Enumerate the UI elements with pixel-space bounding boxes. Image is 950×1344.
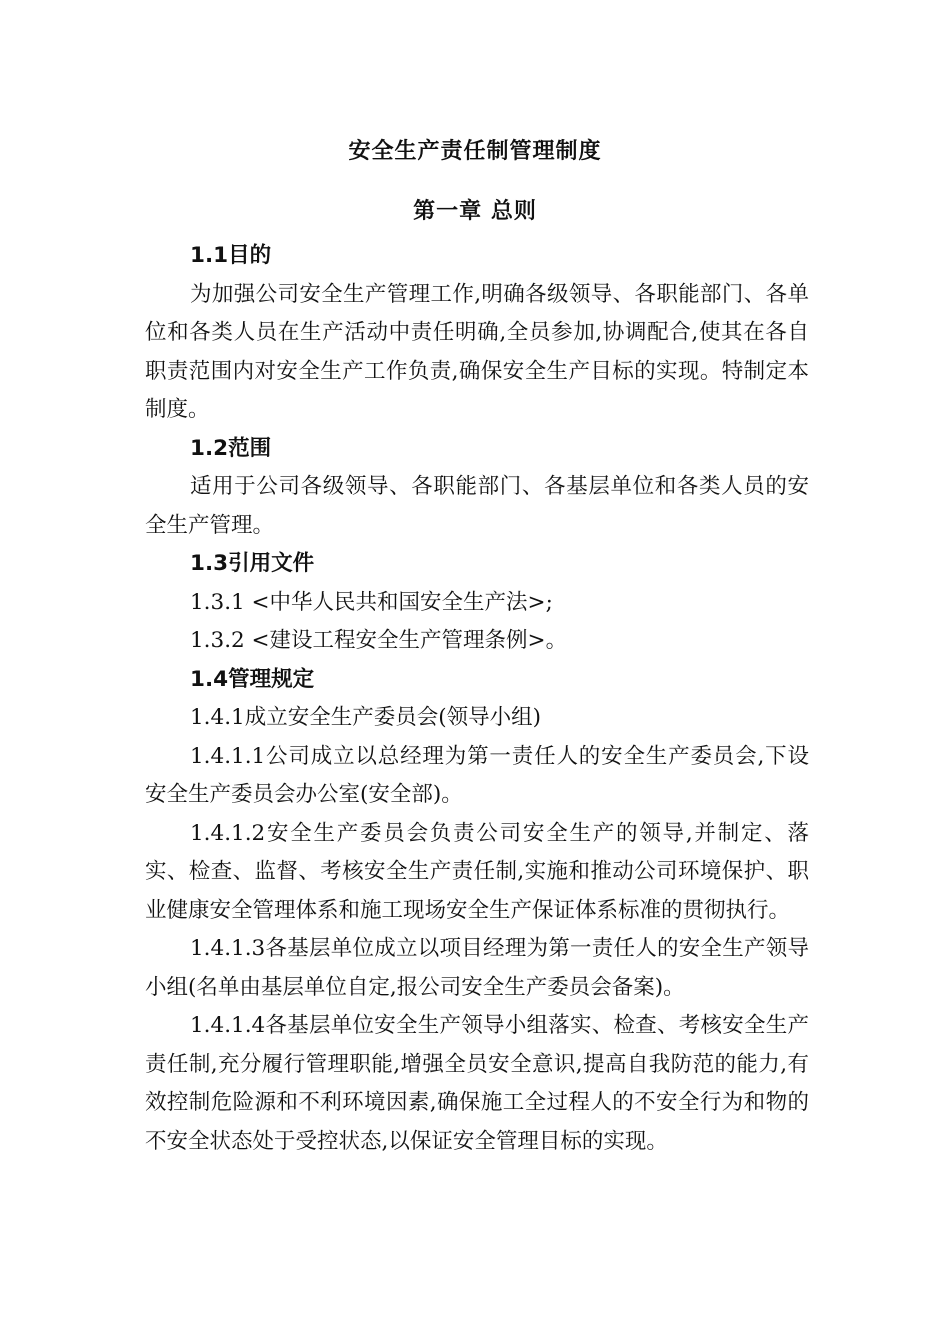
paragraph: 1.3.2 <建设工程安全生产管理条例>。 [190,628,568,653]
section-heading: 1.3引用文件 [190,551,315,576]
section-heading: 1.4管理规定 [190,666,315,692]
paragraph: 1.4.1成立安全生产委员会(领导小组) [190,705,541,730]
paragraph: 1.3.1 <中华人民共和国安全生产法>; [190,589,553,615]
chapter-heading: 第一章 总则 [413,199,537,224]
paragraph: 为加强公司安全生产管理工作,明确各级领导、各职能部门、各单位和各类人员在生产活动中责任明确,全员参加,协调配合,使其在各自职责范围内对安全生产工作负责,确保安全生产目标的实现。特制定本制度。 [145,281,809,422]
paragraph: 1.4.1.3各基层单位成立以项目经理为第一责任人的安全生产领导小组(名单由基层单位自定,报公司安全生产委员会备案)。 [145,936,809,1000]
document-title: 安全生产责任制管理制度 [348,139,602,164]
paragraph: 1.4.1.2安全生产委员会负责公司安全生产的领导,并制定、落实、检查、监督、考核安全生产责任制,实施和推动公司环境保护、职业健康安全管理体系和施工现场安全生产保证体系标准的贯彻执行。 [145,820,809,923]
document-body [145,237,809,1161]
section-heading: 1.1目的 [190,243,272,268]
section-heading: 1.2范围 [190,435,272,461]
paragraph: 适用于公司各级领导、各职能部门、各基层单位和各类人员的安全生产管理。 [145,474,809,538]
paragraph: 1.4.1.1公司成立以总经理为第一责任人的安全生产委员会,下设安全生产委员会办公室(安全部)。 [145,743,809,807]
paragraph: 1.4.1.4各基层单位安全生产领导小组落实、检查、考核安全生产责任制,充分履行管理职能,增强全员安全意识,提高自我防范的能力,有效控制危险源和不利环境因素,确保施工全过程人的不安全行为和物的不安全状态处于受控状态,以保证安全管理目标的实现。 [145,1013,809,1154]
